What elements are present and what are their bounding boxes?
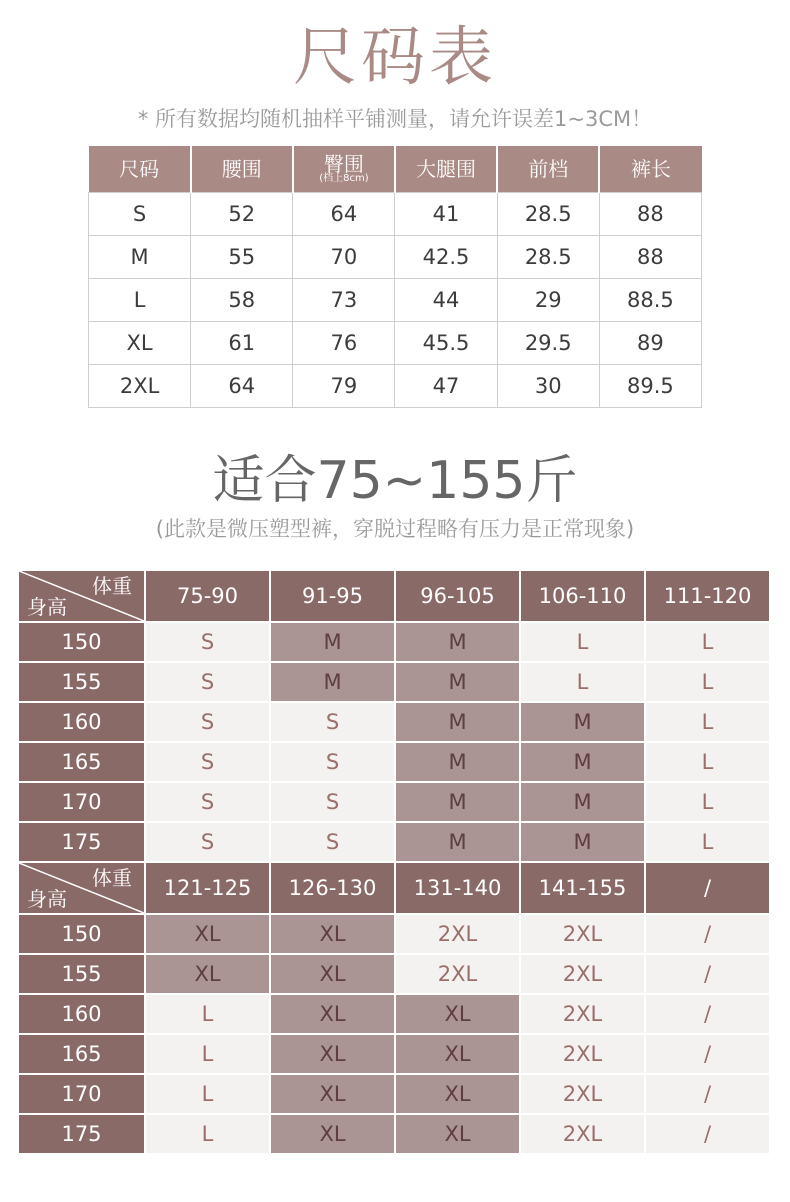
size-recommendation-cell: M: [271, 623, 396, 663]
size-recommendation-cell: L: [646, 663, 771, 703]
size-recommendation-cell: M: [396, 703, 521, 743]
size-recommendation-cell: S: [146, 703, 271, 743]
size-recommendation-cell: M: [396, 623, 521, 663]
size-recommendation-cell: S: [146, 783, 271, 823]
size-recommendation-cell: XL: [396, 1035, 521, 1075]
size-recommendation-cell: L: [521, 623, 646, 663]
size-recommendation-cell: XL: [271, 995, 396, 1035]
size-cell: L: [89, 279, 191, 322]
size-recommendation-cell: XL: [146, 915, 271, 955]
size-cell: 88: [599, 193, 701, 236]
size-header-cell: [497, 146, 599, 193]
weight-header-cell: 126-130: [271, 863, 396, 915]
size-recommendation-cell: L: [646, 743, 771, 783]
page-title: 尺码表: [293, 21, 497, 95]
size-recommendation-cell: L: [146, 1115, 271, 1155]
weight-header-cell: 131-140: [396, 863, 521, 915]
size-cell: 88: [599, 236, 701, 279]
size-recommendation-cell: M: [521, 823, 646, 863]
height-cell: 155: [19, 955, 146, 995]
size-recommendation-cell: S: [271, 743, 396, 783]
corner-height-label: 身高: [27, 887, 67, 911]
size-header-label: 腰围: [221, 157, 262, 181]
size-recommendation-cell: M: [396, 663, 521, 703]
weight-header-cell: 96-105: [396, 571, 521, 623]
size-header-cell: [395, 146, 497, 193]
corner-height-label: 身高: [27, 595, 67, 619]
height-row: [19, 663, 771, 703]
size-header-sublabel: (档上8cm): [319, 173, 369, 184]
size-cell: 28.5: [497, 236, 599, 279]
size-recommendation-cell: L: [646, 623, 771, 663]
corner-weight-label: 体重: [92, 574, 132, 598]
height-cell: 175: [19, 823, 146, 863]
size-recommendation-cell: XL: [271, 1075, 396, 1115]
size-header-cell: [293, 146, 395, 193]
weight-header-cell: 75-90: [146, 571, 271, 623]
size-header-cell: [599, 146, 701, 193]
height-row: [19, 623, 771, 663]
height-row: [19, 743, 771, 783]
size-recommendation-cell: S: [146, 663, 271, 703]
size-recommendation-cell: /: [646, 1035, 771, 1075]
size-cell: 30: [497, 365, 599, 408]
size-table: [88, 146, 702, 408]
size-recommendation-cell: 2XL: [521, 955, 646, 995]
size-recommendation-cell: M: [271, 663, 396, 703]
height-cell: 150: [19, 623, 146, 663]
size-header-label: 前档: [528, 157, 569, 181]
size-cell: 89.5: [599, 365, 701, 408]
height-row: [19, 995, 771, 1035]
size-recommendation-cell: /: [646, 995, 771, 1035]
size-recommendation-cell: XL: [271, 1035, 396, 1075]
size-recommendation-cell: XL: [396, 1075, 521, 1115]
size-cell: 64: [293, 193, 395, 236]
size-recommendation-cell: XL: [271, 1115, 396, 1155]
height-row: [19, 955, 771, 995]
size-header-label: 臀围: [323, 152, 364, 176]
weight-range-headline: 适合75~155斤: [212, 451, 578, 511]
size-recommendation-cell: 2XL: [396, 955, 521, 995]
size-recommendation-cell: S: [146, 743, 271, 783]
size-recommendation-cell: M: [521, 783, 646, 823]
size-recommendation-cell: XL: [271, 955, 396, 995]
size-header-label: 尺码: [119, 157, 160, 181]
weight-header-row: [19, 571, 771, 623]
weight-header-cell: 121-125: [146, 863, 271, 915]
size-recommendation-cell: S: [146, 823, 271, 863]
height-row: [19, 1075, 771, 1115]
size-recommendation-cell: 2XL: [396, 915, 521, 955]
weight-header-cell: 141-155: [521, 863, 646, 915]
corner-cell: [19, 863, 146, 915]
size-cell: 70: [293, 236, 395, 279]
height-row: [19, 915, 771, 955]
measurement-note: * 所有数据均随机抽样平铺测量，请允许误差1~3CM！: [137, 107, 653, 131]
size-cell: 29: [497, 279, 599, 322]
height-cell: 160: [19, 703, 146, 743]
size-cell: 29.5: [497, 322, 599, 365]
size-cell: 2XL: [89, 365, 191, 408]
corner-cell: [19, 571, 146, 623]
size-recommendation-cell: /: [646, 955, 771, 995]
size-recommendation-cell: 2XL: [521, 1035, 646, 1075]
size-recommendation-cell: M: [396, 743, 521, 783]
size-recommendation-cell: /: [646, 1115, 771, 1155]
weight-header-row: [19, 863, 771, 915]
weight-header-cell: 106-110: [521, 571, 646, 623]
size-header-label: 裤长: [630, 157, 671, 181]
size-recommendation-cell: M: [521, 703, 646, 743]
fit-note: (此款是微压塑型裤，穿脱过程略有压力是正常现象): [155, 517, 635, 541]
size-recommendation-cell: L: [146, 1075, 271, 1115]
size-recommendation-cell: S: [271, 783, 396, 823]
size-header-label: 大腿围: [416, 157, 477, 181]
size-cell: 41: [395, 193, 497, 236]
size-cell: 88.5: [599, 279, 701, 322]
size-row: [89, 279, 702, 322]
height-row: [19, 823, 771, 863]
height-cell: 165: [19, 743, 146, 783]
size-cell: 73: [293, 279, 395, 322]
height-row: [19, 1035, 771, 1075]
size-recommendation-cell: L: [146, 995, 271, 1035]
size-recommendation-cell: S: [271, 823, 396, 863]
size-cell: 61: [191, 322, 293, 365]
height-row: [19, 703, 771, 743]
size-cell: 64: [191, 365, 293, 408]
size-recommendation-cell: L: [646, 823, 771, 863]
size-recommendation-cell: M: [521, 743, 646, 783]
size-recommendation-cell: /: [646, 1075, 771, 1115]
size-cell: 89: [599, 322, 701, 365]
height-row: [19, 783, 771, 823]
size-cell: 47: [395, 365, 497, 408]
size-recommendation-cell: L: [146, 1035, 271, 1075]
weight-header-cell: 111-120: [646, 571, 771, 623]
size-recommendation-cell: L: [646, 703, 771, 743]
size-header-cell: [89, 146, 191, 193]
size-recommendation-cell: 2XL: [521, 995, 646, 1035]
size-recommendation-table: [19, 571, 771, 1155]
size-recommendation-cell: 2XL: [521, 915, 646, 955]
size-recommendation-cell: L: [521, 663, 646, 703]
size-cell: 55: [191, 236, 293, 279]
corner-weight-label: 体重: [92, 866, 132, 890]
size-cell: S: [89, 193, 191, 236]
size-cell: 42.5: [395, 236, 497, 279]
size-cell: 52: [191, 193, 293, 236]
height-cell: 175: [19, 1115, 146, 1155]
size-recommendation-cell: /: [646, 915, 771, 955]
height-row: [19, 1115, 771, 1155]
size-cell: XL: [89, 322, 191, 365]
size-table-header: [89, 146, 702, 193]
size-recommendation-cell: XL: [271, 915, 396, 955]
size-recommendation-cell: M: [396, 823, 521, 863]
size-cell: 28.5: [497, 193, 599, 236]
size-row: [89, 322, 702, 365]
size-cell: 45.5: [395, 322, 497, 365]
size-row: [89, 365, 702, 408]
height-cell: 170: [19, 1075, 146, 1115]
height-cell: 165: [19, 1035, 146, 1075]
size-recommendation-cell: XL: [146, 955, 271, 995]
size-cell: 58: [191, 279, 293, 322]
height-cell: 150: [19, 915, 146, 955]
size-header-cell: [191, 146, 293, 193]
size-cell: 79: [293, 365, 395, 408]
height-cell: 170: [19, 783, 146, 823]
size-recommendation-cell: XL: [396, 995, 521, 1035]
size-recommendation-cell: 2XL: [521, 1115, 646, 1155]
size-recommendation-cell: M: [396, 783, 521, 823]
size-cell: 76: [293, 322, 395, 365]
size-recommendation-cell: S: [271, 703, 396, 743]
weight-header-cell: 91-95: [271, 571, 396, 623]
size-recommendation-cell: S: [146, 623, 271, 663]
height-cell: 160: [19, 995, 146, 1035]
size-recommendation-cell: L: [646, 783, 771, 823]
size-row: [89, 236, 702, 279]
size-recommendation-cell: XL: [396, 1115, 521, 1155]
height-cell: 155: [19, 663, 146, 703]
size-cell: M: [89, 236, 191, 279]
weight-header-cell: /: [646, 863, 771, 915]
size-recommendation-cell: 2XL: [521, 1075, 646, 1115]
size-row: [89, 193, 702, 236]
size-cell: 44: [395, 279, 497, 322]
